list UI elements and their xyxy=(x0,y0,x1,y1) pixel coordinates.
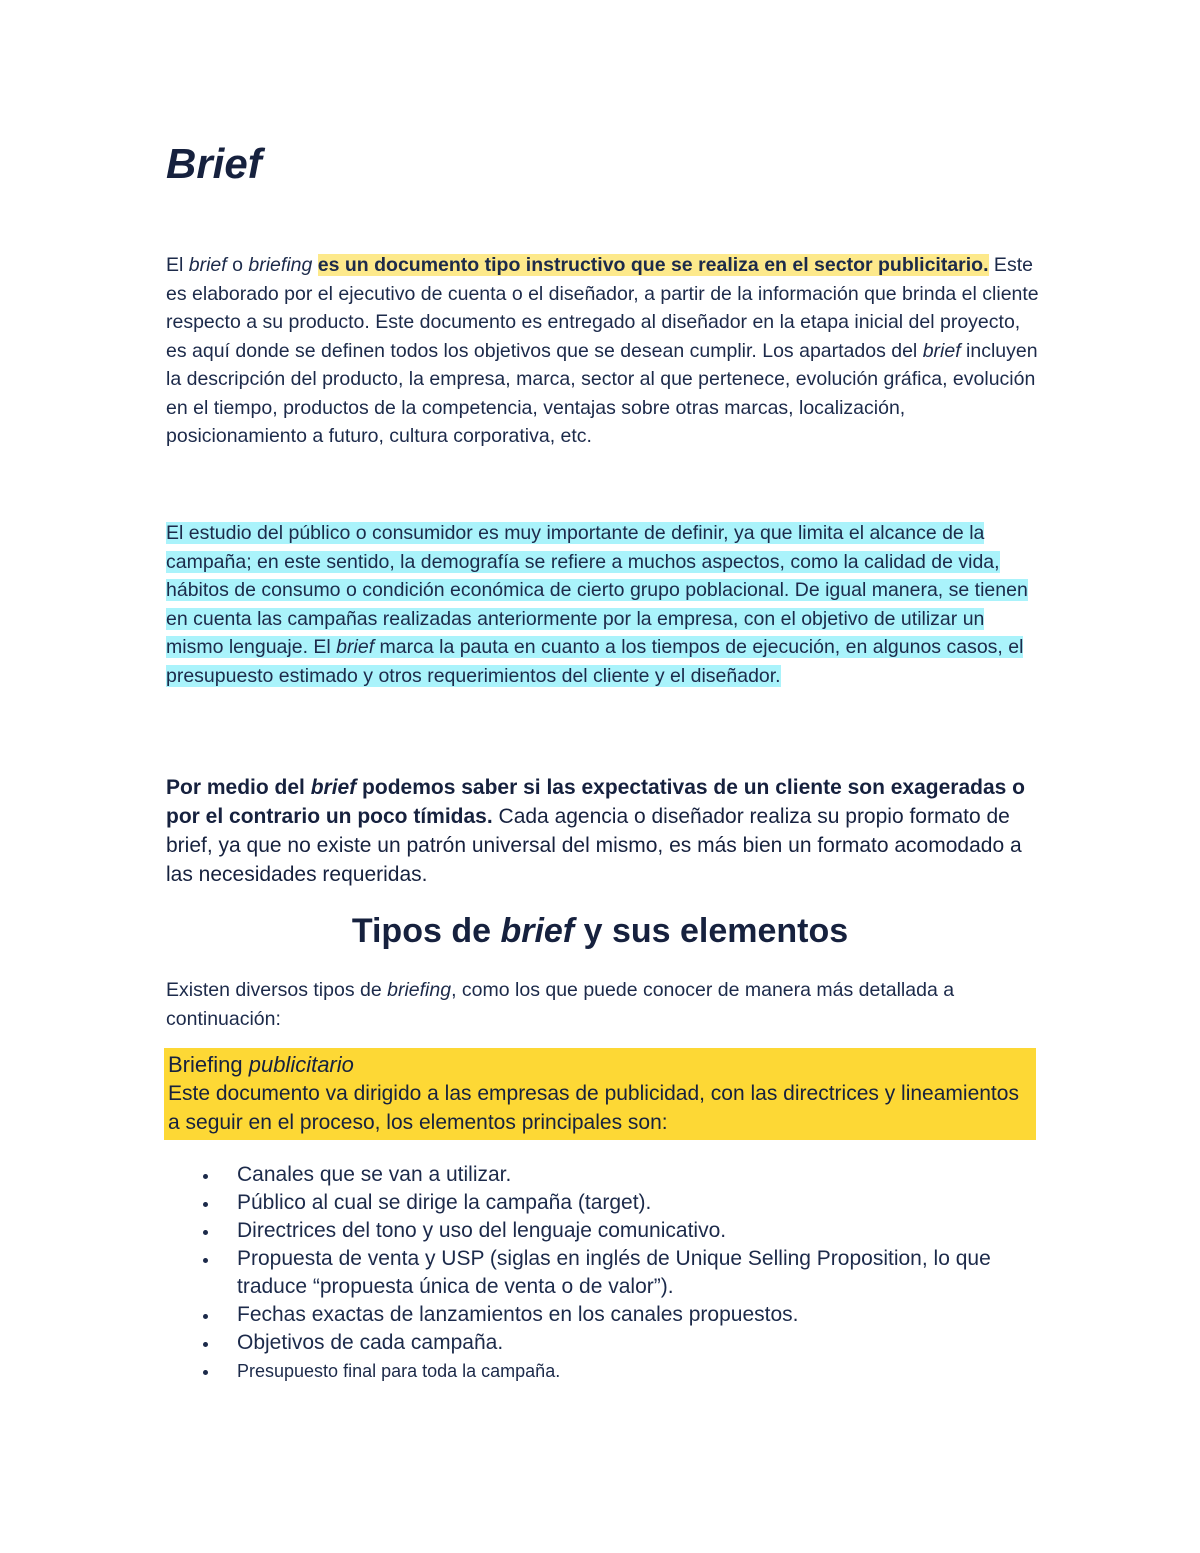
elements-list xyxy=(166,1161,1046,1385)
text-run: incluyen la descripción del producto, la empresa, marca, sector al que pertenece, evolución gráfica, evolución en el tiempo, productos de la competencia, ventajas sobre otras marcas, localización, posicionamiento a futuro, cultura corporativa, etc. xyxy=(166,339,1038,447)
types-intro-paragraph xyxy=(166,976,1046,1033)
text-run-italic: brief xyxy=(922,339,961,362)
text-run: El xyxy=(166,254,189,276)
text-run xyxy=(312,254,317,276)
highlighted-text xyxy=(166,522,1028,687)
list-item: Canales que se van a utilizar. xyxy=(166,1161,1046,1189)
text-run: o xyxy=(226,254,249,276)
text-run: , como los que puede conocer de manera más detallada a continuación: xyxy=(166,979,955,1030)
page-title: Brief xyxy=(166,140,262,187)
intro-paragraph xyxy=(166,251,1046,451)
text-run-italic: brief xyxy=(336,636,375,658)
heading-run-italic: brief xyxy=(500,912,575,950)
text-run: Cada agencia o diseñador realiza su propio formato de brief, ya que no existe un patrón universal del mismo, es más bien un formato acomodado a las necesidades requeridas. xyxy=(166,805,1022,886)
text-run: podemos saber si las expectativas de un cliente son exageradas o por el contrario un poco tímidas. xyxy=(166,776,1025,828)
list-item: Propuesta de venta y USP (siglas en inglés de Unique Selling Proposition, lo que traduce “propuesta única de venta o de valor”). xyxy=(166,1245,1046,1301)
briefing-publicitario-callout xyxy=(164,1048,1036,1140)
text-run: Este es elaborado por el ejecutivo de cuenta o el diseñador, a partir de la información que brinda el cliente respecto a su producto. Este documento es entregado al diseñador en la etapa inicial del proyecto, es aquí donde se definen todos los objetivos que se desean cumplir. Los apartados del xyxy=(166,254,1039,362)
text-run: Por medio del xyxy=(166,776,311,799)
text-run-italic: briefing xyxy=(387,979,452,1001)
text-run-italic: brief xyxy=(310,776,357,799)
text-run: El estudio del público o consumidor es muy importante de definir, ya que limita el alcance de la campaña; en este sentido, la demografía se refiere a muchos aspectos, como la calidad de vida, hábitos de consumo o condición económica de cierto grupo poblacional. De igual manera, se tienen en cuenta las campañas realizadas anteriormente por la empresa, con el objetivo de utilizar un mismo lenguaje. El xyxy=(166,522,1028,658)
callout-body: Este documento va dirigido a las empresas de publicidad, con las directrices y lineamientos a seguir en el proceso, los elementos principales son: xyxy=(168,1082,1019,1134)
section-heading xyxy=(166,912,1034,951)
callout-title-italic: publicitario xyxy=(248,1052,354,1077)
text-run: Existen diversos tipos de xyxy=(166,979,388,1001)
list-item: Objetivos de cada campaña. xyxy=(166,1329,1046,1357)
expectations-paragraph xyxy=(166,773,1046,889)
list-item: Fechas exactas de lanzamientos en los canales propuestos. xyxy=(166,1301,1046,1329)
heading-run: Tipos de xyxy=(351,912,501,950)
callout-title xyxy=(168,1050,1032,1079)
list-item: Público al cual se dirige la campaña (target). xyxy=(166,1189,1046,1217)
highlighted-definition: es un documento tipo instructivo que se realiza en el sector publicitario. xyxy=(317,254,989,276)
text-run-italic: briefing xyxy=(248,254,313,276)
heading-run: y sus elementos xyxy=(574,912,849,950)
audience-paragraph xyxy=(166,519,1046,690)
callout-title-run: Briefing xyxy=(168,1052,249,1077)
text-run: marca la pauta en cuanto a los tiempos de ejecución, en algunos casos, el presupuesto estimado y otros requerimientos del cliente y el diseñador. xyxy=(166,636,1024,687)
text-run-italic: brief xyxy=(188,254,227,276)
list-item: Directrices del tono y uso del lenguaje comunicativo. xyxy=(166,1217,1046,1245)
list-item: Presupuesto final para toda la campaña. xyxy=(166,1357,1046,1385)
